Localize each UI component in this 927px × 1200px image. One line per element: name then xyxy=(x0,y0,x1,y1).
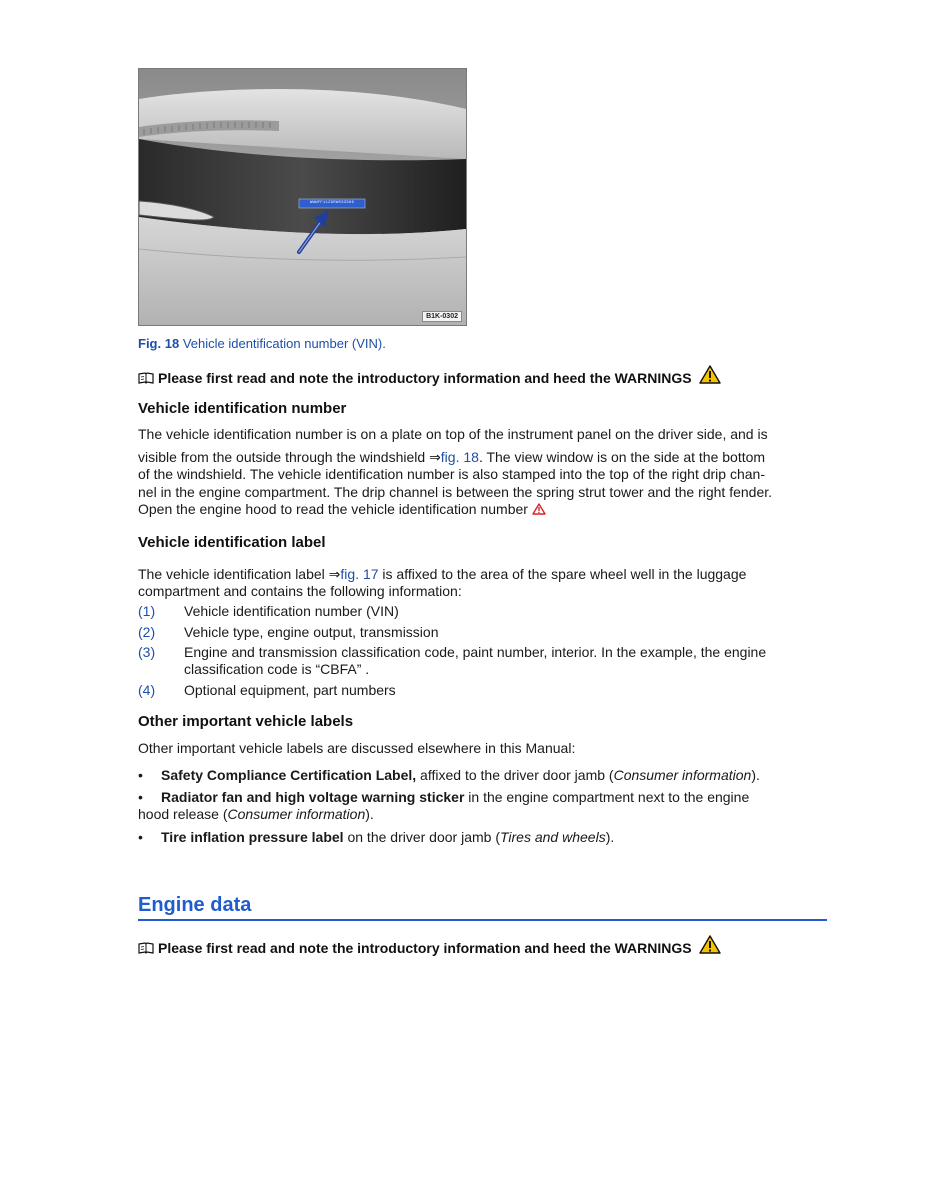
vin-line2-pre: visible from the outside through the windshield xyxy=(138,449,430,465)
vin-plate-text: WWWFF11Z9RW033366 xyxy=(309,201,355,205)
heading-vin-label: Vehicle identification label xyxy=(138,534,326,551)
list-item: Vehicle type, engine output, transmission xyxy=(184,624,439,640)
heading-vin: Vehicle identification number xyxy=(138,400,347,417)
vin-paragraph-line5 xyxy=(138,501,546,518)
fig18-link[interactable]: fig. 18 xyxy=(440,449,479,465)
bullet-item-continued xyxy=(138,806,374,823)
bullet-dot: • xyxy=(138,767,143,783)
bullet-text: hood release ( xyxy=(138,806,228,822)
link-arrow: ⇒ xyxy=(328,566,341,582)
list-item: Vehicle identification number (VIN) xyxy=(184,603,399,619)
list-item: Optional equipment, part numbers xyxy=(184,682,396,698)
label-line1-pre: The vehicle identification label xyxy=(138,566,329,582)
list-item-number: (2) xyxy=(138,624,156,640)
intro-notice xyxy=(138,938,721,957)
list-item: Engine and transmission classification code, paint number, interior. In the example, the engine xyxy=(184,644,767,660)
bullet-bold: Radiator fan and high voltage warning sticker xyxy=(161,789,465,805)
fig17-link[interactable]: fig. 17 xyxy=(340,566,379,582)
label-line1-post: is affixed to the area of the spare wheel well in the luggage xyxy=(378,566,747,582)
intro-text: Please first read and note the introductory information and heed the WARNINGS xyxy=(158,369,692,386)
section-title-engine-data: Engine data xyxy=(138,894,252,916)
windshield-illustration xyxy=(139,69,466,325)
bullet-item xyxy=(138,829,614,846)
bullet-end: ). xyxy=(605,829,615,845)
bullet-dot: • xyxy=(138,789,143,805)
heading-other-labels: Other important vehicle labels xyxy=(138,713,354,730)
bullet-dot: • xyxy=(138,829,143,845)
bullet-end: ). xyxy=(751,767,760,783)
vin-paragraph-line2 xyxy=(138,449,765,466)
bullet-ref: Consumer information xyxy=(613,767,752,783)
bullet-bold: Tire inflation pressure label xyxy=(161,829,344,845)
figure-caption xyxy=(138,336,386,351)
bullet-ref: Tires and wheels xyxy=(499,829,606,845)
vin-paragraph-line1: The vehicle identification number is on a plate on top of the instrument panel on the driver side, and is xyxy=(138,426,768,442)
figure-label: Fig. 18 xyxy=(138,336,180,351)
section-divider xyxy=(138,919,827,921)
bullet-item xyxy=(138,767,760,784)
figure-caption-text: Vehicle identification number (VIN). xyxy=(182,336,386,351)
bullet-item xyxy=(138,789,749,806)
list-item-number: (1) xyxy=(138,603,156,619)
list-item-number: (4) xyxy=(138,682,156,698)
warning-icon[interactable] xyxy=(699,935,721,954)
label-paragraph-line2: compartment and contains the following information: xyxy=(138,583,462,599)
label-paragraph-line1 xyxy=(138,566,746,583)
intro-notice xyxy=(138,368,721,387)
book-icon xyxy=(138,372,154,384)
bullet-text: affixed to the driver door jamb ( xyxy=(416,767,614,783)
vin-line2-post: . The view window is on the side at the bottom xyxy=(478,449,766,465)
bullet-end: ). xyxy=(365,806,374,822)
bullet-bold: Safety Compliance Certification Label, xyxy=(161,767,417,783)
bullet-ref: Consumer information xyxy=(227,806,366,822)
figure-code: B1K-0302 xyxy=(422,311,462,322)
bullet-text: on the driver door jamb ( xyxy=(343,829,500,845)
intro-text: Please first read and note the introductory information and heed the WARNINGS xyxy=(158,939,692,956)
link-arrow: ⇒ xyxy=(429,449,441,465)
vin-line5-text: Open the engine hood to read the vehicle identification number xyxy=(138,501,532,517)
figure-vin-image xyxy=(138,68,467,326)
vin-paragraph-line4: nel in the engine compartment. The drip channel is between the spring strut tower and the right fender. xyxy=(138,484,773,500)
other-intro: Other important vehicle labels are discussed elsewhere in this Manual: xyxy=(138,740,576,756)
list-item-continued: classification code is “CBFA” . xyxy=(184,661,370,677)
warning-icon[interactable] xyxy=(699,365,721,384)
bullet-text: in the engine compartment next to the engine xyxy=(464,789,750,805)
book-icon xyxy=(138,942,154,954)
warning-icon[interactable] xyxy=(532,503,546,515)
vin-paragraph-line3: of the windshield. The vehicle identification number is also stamped into the top of the right drip chan- xyxy=(138,466,765,482)
list-item-number: (3) xyxy=(138,644,156,660)
